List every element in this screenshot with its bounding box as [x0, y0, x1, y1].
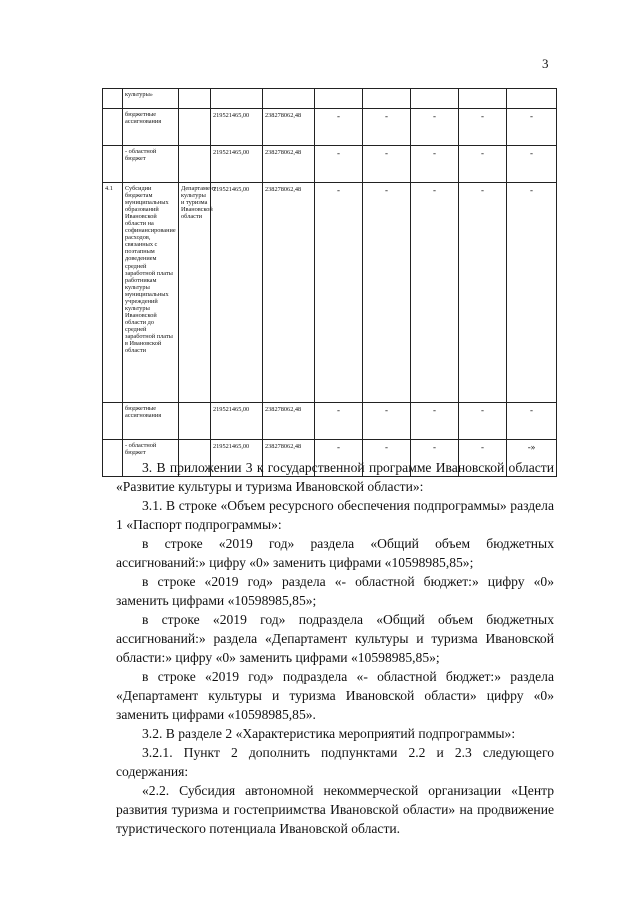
row-value-cell: 238278062,48 [263, 183, 315, 403]
row-name-cell: бюджетные ассигнования [123, 109, 179, 146]
row-dash-cell: - [363, 440, 411, 477]
row-dash-cell: - [459, 403, 507, 440]
row-executor-cell [179, 89, 211, 109]
row-dash-cell: - [315, 109, 363, 146]
row-number-cell [103, 403, 123, 440]
row-dash-cell: - [411, 440, 459, 477]
row-executor-cell [179, 146, 211, 183]
paragraph: в строке «2019 год» раздела «Общий объем бюджетных ассигнований:» цифру «0» заменить цифрами «10598985,85»; [116, 536, 554, 570]
row-dash-cell: - [507, 183, 557, 403]
row-value-cell: 238278062,48 [263, 146, 315, 183]
paragraph: «2.2. Субсидия автономной некоммерческой организации «Центр развития туризма и гостеприимства Ивановской области» на продвижение туристического потенциала Ивановской области. [116, 783, 554, 836]
row-dash-cell: - [363, 146, 411, 183]
paragraph: 3.2.1. Пункт 2 дополнить подпунктами 2.2 и 2.3 следующего содержания: [116, 745, 554, 779]
row-dash-cell: - [411, 146, 459, 183]
row-dash-cell [363, 89, 411, 109]
row-dash-cell: - [507, 146, 557, 183]
row-value-cell [263, 89, 315, 109]
row-dash-cell: - [507, 403, 557, 440]
row-dash-cell: - [459, 183, 507, 403]
row-dash-cell [315, 89, 363, 109]
paragraph: 3. В приложении 3 к государственной программе Ивановской области «Развитие культуры и туризма Ивановской области»: [116, 460, 554, 494]
row-dash-cell: - [363, 183, 411, 403]
row-dash-cell: -» [507, 440, 557, 477]
table-row [103, 403, 557, 440]
row-dash-cell [411, 89, 459, 109]
row-number-cell [103, 146, 123, 183]
row-executor-cell [179, 109, 211, 146]
row-dash-cell: - [315, 146, 363, 183]
table-row [103, 109, 557, 146]
paragraph: 3.2. В разделе 2 «Характеристика мероприятий подпрограммы»: [142, 726, 516, 741]
row-value-cell: 238278062,48 [263, 403, 315, 440]
paragraph: в строке «2019 год» подраздела «Общий объем бюджетных ассигнований:» раздела «Департамент культуры и туризма Ивановской области:» цифру «0» заменить цифрами «10598985,85»; [116, 612, 554, 665]
row-value-cell: 219521465,00 [211, 403, 263, 440]
row-value-cell: 219521465,00 [211, 146, 263, 183]
row-dash-cell: - [411, 109, 459, 146]
budget-table [102, 88, 557, 477]
row-name-cell: культуры» [123, 89, 179, 109]
row-number-cell [103, 109, 123, 146]
row-value-cell: 219521465,00 [211, 183, 263, 403]
row-dash-cell: - [363, 109, 411, 146]
row-name-cell: - областной бюджет [123, 440, 179, 477]
row-name-cell: Субсидии бюджетам муниципальных образований Ивановской области на софинансирование расходов, связанных с поэтапным доведением средней заработной платы работникам культуры муниципальных учреждений культуры Ивановской области до средней заработной платы в Ивановской области [123, 183, 179, 403]
table-row [103, 183, 557, 403]
row-dash-cell: - [363, 403, 411, 440]
row-dash-cell: - [459, 440, 507, 477]
row-dash-cell: - [411, 403, 459, 440]
row-value-cell: 238278062,48 [263, 440, 315, 477]
row-name-cell: бюджетные ассигнования [123, 403, 179, 440]
row-executor-cell [179, 403, 211, 440]
row-dash-cell: - [411, 183, 459, 403]
row-dash-cell: - [315, 183, 363, 403]
row-dash-cell [459, 89, 507, 109]
paragraph: в строке «2019 год» раздела «- областной бюджет:» цифру «0» заменить цифрами «10598985,85»; [116, 574, 554, 608]
row-number-cell: 4.1 [103, 183, 123, 403]
row-value-cell: 238278062,48 [263, 109, 315, 146]
row-dash-cell: - [459, 109, 507, 146]
page-number: 3 [542, 56, 549, 71]
row-dash-cell [507, 89, 557, 109]
paragraph: в строке «2019 год» подраздела «- областной бюджет:» раздела «Департамент культуры и туризма Ивановской области» цифру «0» заменить цифрами «10598985,85». [116, 669, 554, 722]
row-executor-cell: Департамент культуры и туризма Ивановской области [179, 183, 211, 403]
row-dash-cell: - [459, 146, 507, 183]
row-dash-cell: - [315, 403, 363, 440]
row-value-cell [211, 89, 263, 109]
row-dash-cell: - [507, 109, 557, 146]
row-value-cell: 219521465,00 [211, 440, 263, 477]
paragraph: 3.1. В строке «Объем ресурсного обеспечения подпрограммы» раздела 1 «Паспорт подпрограммы»: [116, 498, 554, 532]
row-name-cell: - областной бюджет [123, 146, 179, 183]
document-body [116, 458, 554, 838]
row-dash-cell: - [315, 440, 363, 477]
table-row [103, 89, 557, 109]
row-number-cell [103, 89, 123, 109]
table-row [103, 146, 557, 183]
row-value-cell: 219521465,00 [211, 109, 263, 146]
